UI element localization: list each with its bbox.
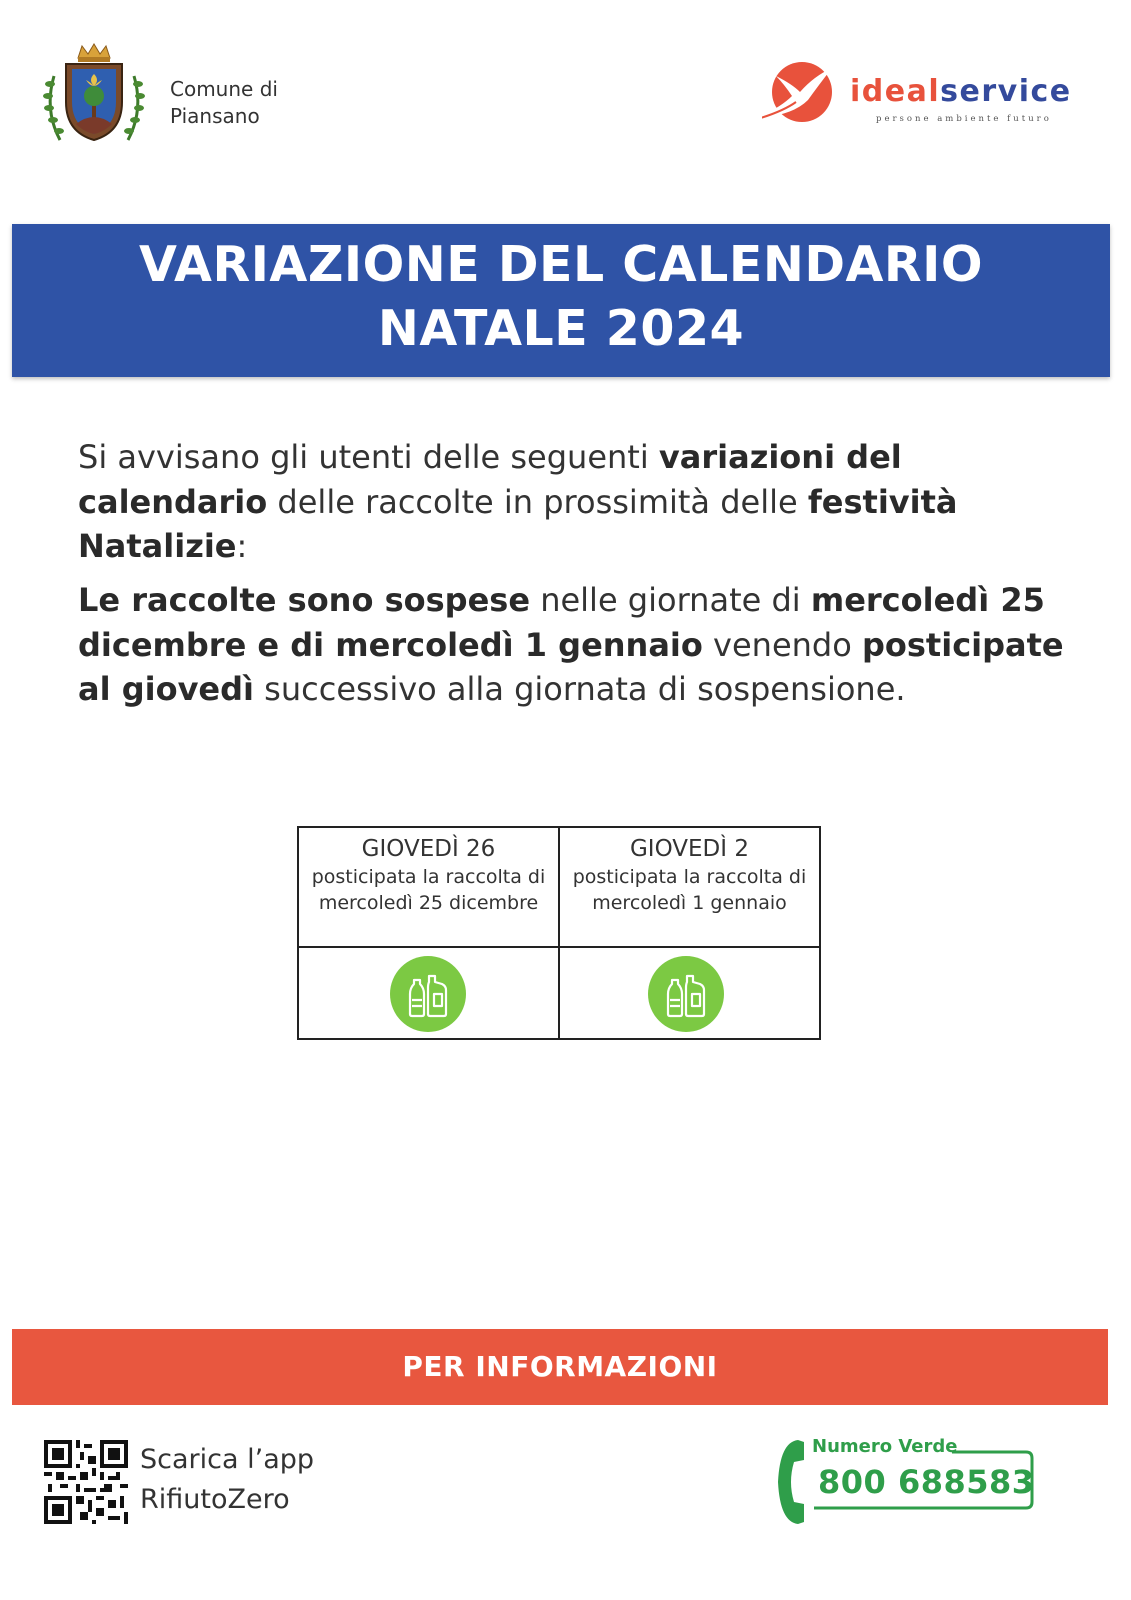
numero-verde-phone[interactable]: 800 688583	[818, 1463, 1035, 1501]
intro-text-2: delle raccolte in prossimità delle	[267, 482, 808, 521]
schedule-table	[297, 826, 821, 1040]
schedule-note: posticipata la raccolta di mercoledì 25 dicembre	[311, 866, 546, 914]
intro-paragraph	[78, 435, 1068, 569]
title-banner	[12, 224, 1110, 377]
app-name: RifiutoZero	[140, 1484, 290, 1515]
notice-text-2: venendo	[702, 625, 862, 664]
brand-part-service: service	[940, 74, 1072, 109]
comune-line-2: Piansano	[170, 104, 260, 128]
idealservice-bird-logo	[762, 58, 842, 126]
qr-code[interactable]	[44, 1440, 128, 1524]
plastic-bottles-icon	[388, 954, 468, 1034]
idealservice-logo-text	[850, 74, 1072, 109]
idealservice-tagline: persone ambiente futuro	[876, 114, 1052, 124]
numero-verde-label: Numero Verde	[812, 1436, 958, 1457]
title-line-1: VARIAZIONE DEL CALENDARIO	[138, 236, 984, 293]
title-line-2: NATALE 2024	[377, 300, 745, 357]
notice-bold-2: mercoledì 25 dicembre e di mercoledì 1 gennaio	[78, 581, 1045, 664]
intro-bold-1: variazioni del calendario	[78, 438, 902, 521]
comune-name	[170, 76, 278, 130]
notice-text-3: successivo alla giornata di sospensione.	[254, 670, 906, 708]
schedule-cell-thursday-2	[560, 834, 819, 916]
notice-text-1: nelle giornate di	[530, 581, 811, 619]
comune-crest-logo	[40, 40, 148, 146]
plastic-bottles-icon	[646, 954, 726, 1034]
suspension-paragraph	[78, 578, 1068, 712]
schedule-day: GIOVEDÌ 26	[361, 836, 496, 862]
intro-text-3: :	[236, 527, 248, 565]
schedule-note: posticipata la raccolta di mercoledì 1 gennaio	[572, 866, 807, 914]
app-download-text	[140, 1440, 314, 1520]
table-divider-horizontal	[299, 946, 819, 948]
phone-handset-icon	[770, 1436, 812, 1528]
comune-line-1: Comune di	[170, 77, 278, 101]
schedule-day: GIOVEDÌ 2	[629, 836, 749, 862]
app-line-1: Scarica l’app	[140, 1444, 315, 1475]
info-banner: PER INFORMAZIONI	[12, 1329, 1108, 1405]
intro-text-1: Si avvisano gli utenti delle seguenti	[78, 438, 659, 476]
notice-bold-3: posticipate al giovedì	[78, 625, 1064, 708]
notice-bold-1: Le raccolte sono sospese	[78, 581, 531, 619]
brand-part-ideal: ideal	[850, 74, 941, 109]
intro-bold-2: festività Natalizie	[78, 482, 958, 565]
schedule-cell-thursday-26	[299, 834, 558, 916]
